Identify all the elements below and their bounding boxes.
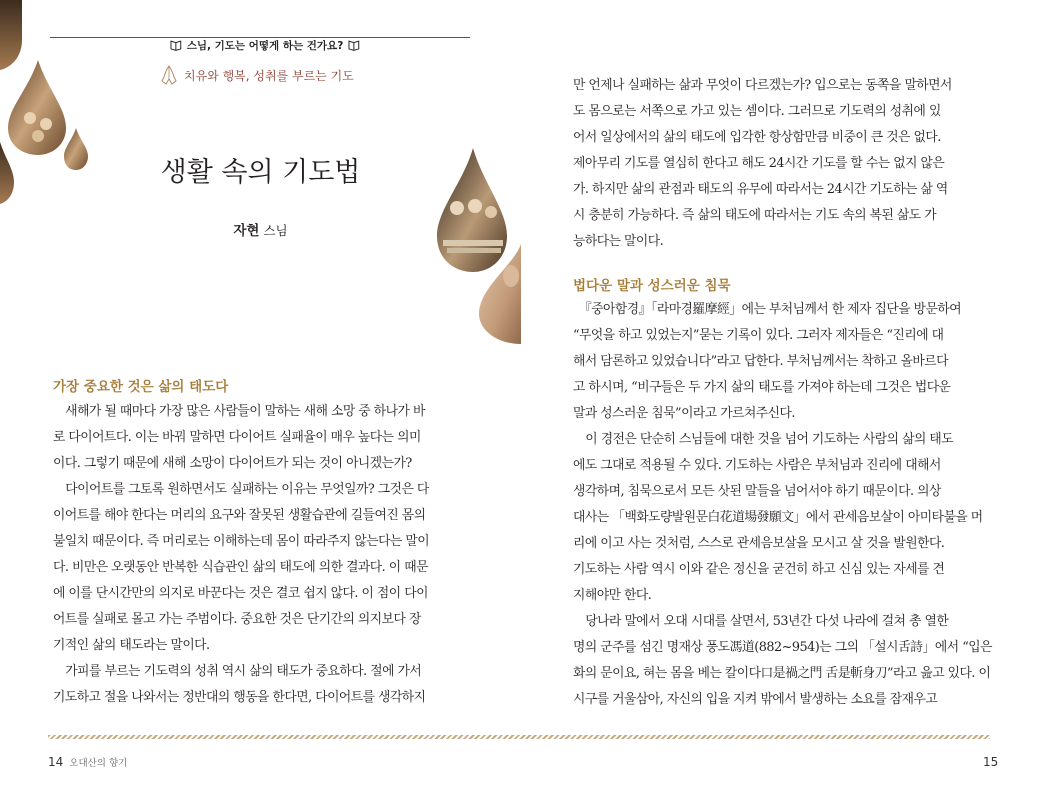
publication-name: 오대산의 향기 <box>69 758 128 769</box>
left-text-column <box>53 378 473 708</box>
body-line: 말과 성스러운 침묵”이라고 가르쳐주신다. <box>573 406 795 421</box>
left-page-number: 14 <box>48 755 64 769</box>
body-line: 이 경전은 단순히 스님들에 대한 것을 넘어 기도하는 사람의 삶의 태도 <box>573 432 954 447</box>
footer-rule <box>48 735 990 739</box>
right-page <box>521 0 1042 793</box>
body-line: 에 이를 단시간만의 의지로 바꾼다는 것은 결코 쉽지 않다. 이 점이 다이 <box>53 586 428 601</box>
series-header <box>170 38 360 52</box>
body-line: 제아무리 기도를 열심히 한다고 해도 24시간 기도를 할 수는 없지 않은 <box>573 156 945 171</box>
section-heading: 법다운 말과 성스러운 침묵 <box>573 278 731 294</box>
body-line: 에도 그대로 적용될 수 있다. 기도하는 사람은 부처님과 진리에 대해서 <box>573 458 941 473</box>
body-line: 기도하는 사람 역시 이와 같은 정신을 굳건히 하고 신심 있는 자세를 견 <box>573 562 945 577</box>
body-line: 화의 문이요, 혀는 몸을 베는 칼이다口是禍之門 舌是斬身刀”라고 읊고 있다. 이 <box>573 666 991 681</box>
author-name: 자현 <box>233 223 260 239</box>
left-folio <box>48 755 127 769</box>
book-icon <box>348 40 360 51</box>
body-line: 시구를 거울삼아, 자신의 입을 지켜 밖에서 발생하는 소요를 잠재우고 <box>573 692 938 707</box>
article-title: 생활 속의 기도법 <box>160 157 361 188</box>
body-line: 도 몸으로는 서쪽으로 가고 있는 셈이다. 그러므로 기도력의 성취에 있 <box>573 104 941 119</box>
body-line: 가. 하지만 삶의 관점과 태도의 유무에 따라서는 24시간 기도하는 삶 역 <box>573 182 948 197</box>
subtitle-row <box>160 64 354 86</box>
body-line: 『중아함경』「라마경羅摩經」에는 부처님께서 한 제자 집단을 방문하여 <box>573 302 962 317</box>
body-line: 만 언제나 실패하는 삶과 무엇이 다르겠는가? 입으로는 동쪽을 말하면서 <box>573 78 952 93</box>
body-line: 로 다이어트다. 이는 바꿔 말하면 다이어트 실패율이 매우 높다는 의미 <box>53 430 421 445</box>
author-suffix: 스님 <box>259 223 288 238</box>
body-line: 기도하고 절을 나와서는 정반대의 행동을 한다면, 다이어트를 생각하지 <box>53 690 426 705</box>
body-line: 생각하며, 침묵으로서 모든 삿된 말들을 넘어서야 하기 때문이다. 의상 <box>573 484 941 499</box>
book-icon <box>170 40 182 51</box>
body-line: 어서 일상에서의 삶의 태도에 입각한 항상함만큼 비중이 큰 것은 없다. <box>573 130 941 145</box>
body-line: 가피를 부르는 기도력의 성취 역시 삶의 태도가 중요하다. 절에 가서 <box>53 664 422 679</box>
section-heading: 가장 중요한 것은 삶의 태도다 <box>53 379 229 395</box>
body-line: 대사는 「백화도량발원문白花道場發願文」에서 관세음보살이 아미타불을 머 <box>573 510 983 525</box>
body-line: 이어트를 해야 한다는 머리의 요구와 잘못된 생활습관에 길들여진 몸의 <box>53 508 426 523</box>
praying-hands-icon <box>160 65 178 85</box>
drop-shapes-right-icon <box>433 148 521 344</box>
body-line: 고 하시며, “비구들은 두 가지 삶의 태도를 가져야 하는데 그것은 법다운 <box>573 380 951 395</box>
body-line: 어트를 실패로 몰고 가는 주범이다. 중요한 것은 단기간의 의지보다 장 <box>53 612 421 627</box>
right-text-column <box>573 78 993 718</box>
body-line: 당나라 말에서 오대 시대를 살면서, 53년간 다섯 나라에 걸쳐 총 열한 <box>573 614 949 629</box>
body-line: 다. 비만은 오랫동안 반복한 식습관인 삶의 태도에 의한 결과다. 이 때문 <box>53 560 428 575</box>
right-page-number: 15 <box>983 755 999 769</box>
body-line: 다이어트를 그토록 원하면서도 실패하는 이유는 무엇일까? 그것은 다 <box>53 482 429 497</box>
body-line: 불일치 때문이다. 즉 머리로는 이해하는데 몸이 따라주지 않는다는 말이 <box>53 534 430 549</box>
subtitle: 치유와 행복, 성취를 부르는 기도 <box>184 68 354 83</box>
body-line: “무엇을 하고 있었는지”묻는 기록이 있다. 그러자 제자들은 “진리에 대 <box>573 328 944 343</box>
body-line: 리에 이고 사는 것처럼, 스스로 관세음보살을 모시고 살 것을 발원한다. <box>573 536 945 551</box>
body-line: 기적인 삶의 태도라는 말이다. <box>53 638 210 653</box>
buddha-statues-drops <box>433 148 521 344</box>
body-line: 새해가 될 때마다 가장 많은 사람들이 말하는 새해 소망 중 하나가 바 <box>53 404 425 419</box>
body-line: 시 충분히 가능하다. 즉 삶의 태도에 따라서는 기도 속의 복된 삶도 가 <box>573 208 937 223</box>
body-line: 이다. 그렇기 때문에 새해 소망이 다이어트가 되는 것이 아니겠는가? <box>53 456 412 471</box>
body-line: 능하다는 말이다. <box>573 234 664 249</box>
series-title: 스님, 기도는 어떻게 하는 건가요? <box>186 39 344 52</box>
body-line: 해서 담론하고 있었습니다”라고 답한다. 부처님께서는 착하고 올바르다 <box>573 354 949 369</box>
body-line: 명의 군주를 섬긴 명재상 풍도馮道(882~954)는 그의 「설시舌詩」에서 “입은 <box>573 640 992 655</box>
body-line: 지해야만 한다. <box>573 588 652 603</box>
